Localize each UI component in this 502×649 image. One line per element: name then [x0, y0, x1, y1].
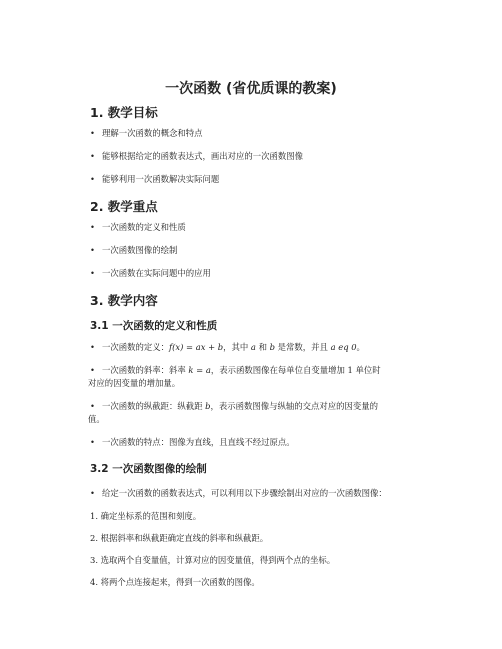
bullet-icon: • — [90, 437, 95, 447]
step-item: 3. 选取两个自变量值，计算对应的因变量值，得到两个点的坐标。 — [90, 555, 336, 565]
bullet-icon: • — [90, 268, 95, 278]
list-item: • 一次函数的定义和性质 — [90, 222, 186, 232]
section-heading-objectives: 1. 教学目标 — [90, 105, 158, 120]
bullet-icon: • — [90, 151, 95, 161]
list-item-feature: • 一次函数的特点：图像为直线，且直线不经过原点。 — [90, 437, 295, 447]
list-item-slope: • 一次函数的斜率：斜率 𝑘 = 𝑎，表示函数图像在每单位自变量增加 1 单位时 对应的因变量的增加量。 — [88, 365, 381, 388]
subsection-heading-graphing: 3.2 一次函数图像的绘制 — [90, 463, 207, 475]
list-item: • 一次函数图像的绘制 — [90, 245, 178, 255]
subsection-heading-definition: 3.1 一次函数的定义和性质 — [90, 320, 218, 332]
step-item: 1. 确定坐标系的范围和刻度。 — [90, 511, 202, 521]
section-heading-content: 3. 教学内容 — [90, 293, 158, 308]
list-item: • 理解一次函数的概念和特点 — [90, 128, 203, 138]
list-item-definition: • 一次函数的定义：𝑓(𝑥) = 𝑎𝑥 + 𝑏，其中 𝑎 和 𝑏 是常数，并且 𝑎 𝑒𝑞 0。 — [90, 342, 365, 352]
step-item: 4. 将两个点连接起来，得到一次函数的图像。 — [90, 577, 260, 587]
list-item: • 能够根据给定的函数表达式，画出对应的一次函数图像 — [90, 151, 303, 161]
list-item-intercept: • 一次函数的纵截距：纵截距 𝑏，表示函数图像与纵轴的交点对应的因变量的 值。 — [88, 401, 379, 424]
step-item: 2. 根据斜率和纵截距确定直线的斜率和纵截距。 — [90, 533, 269, 543]
bullet-icon: • — [90, 401, 95, 411]
section-heading-key-points: 2. 教学重点 — [90, 199, 158, 214]
bullet-icon: • — [90, 342, 95, 352]
page-title: 一次函数 (省优质课的教案) — [165, 81, 337, 97]
list-item-graphing-intro: • 给定一次函数的函数表达式，可以利用以下步骤绘制出对应的一次函数图像： — [90, 488, 387, 498]
bullet-icon: • — [90, 365, 95, 375]
bullet-icon: • — [90, 174, 95, 184]
bullet-icon: • — [90, 245, 95, 255]
bullet-icon: • — [90, 488, 95, 498]
bullet-icon: • — [90, 222, 95, 232]
list-item: • 一次函数在实际问题中的应用 — [90, 268, 211, 278]
list-item: • 能够利用一次函数解决实际问题 — [90, 174, 220, 184]
bullet-icon: • — [90, 128, 95, 138]
